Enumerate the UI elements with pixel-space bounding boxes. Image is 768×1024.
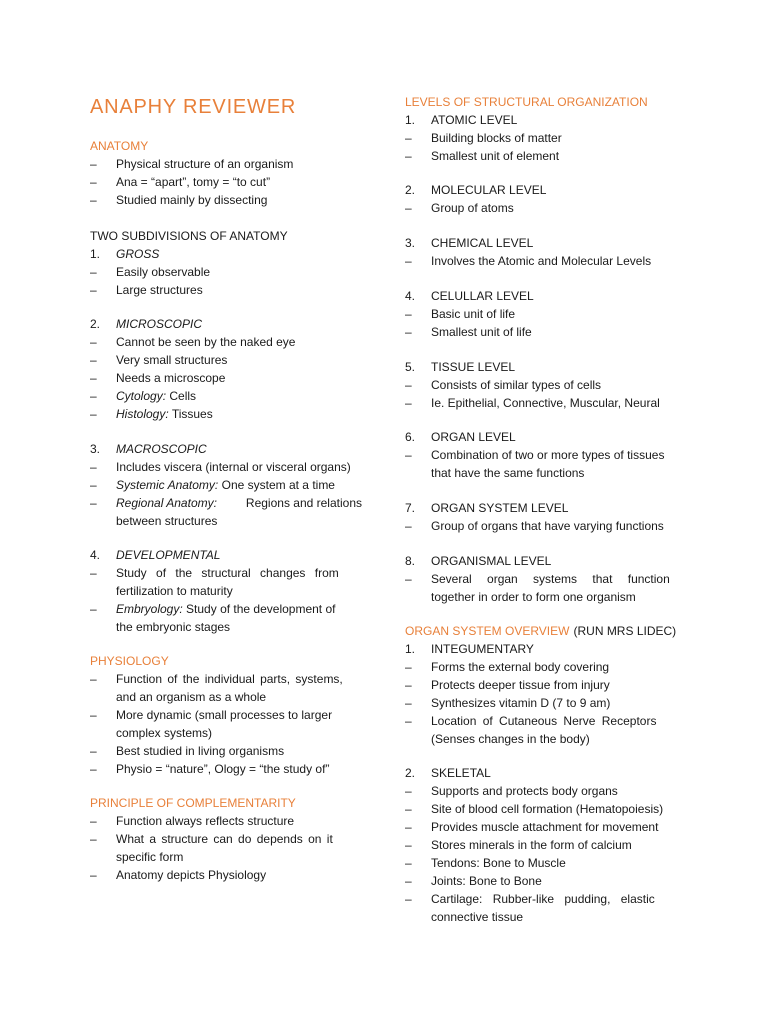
list-item: – Involves the Atomic and Molecular Levels <box>405 254 652 268</box>
list-item: – Location of Cutaneous Nerve Receptors <box>405 714 657 728</box>
subdivisions-heading: TWO SUBDIVISIONS OF ANATOMY <box>90 229 288 243</box>
macroscopic-section <box>90 440 362 530</box>
list-item: – Site of blood cell formation (Hematopoiesis) <box>405 802 664 816</box>
list-item: – Physical structure of an organism <box>90 157 294 171</box>
list-item: – More dynamic (small processes to larger <box>90 708 333 722</box>
page-title: ANAPHY REVIEWER <box>90 96 297 118</box>
list-heading: 2. MICROSCOPIC <box>90 317 203 331</box>
list-item-continued: between structures <box>116 514 218 528</box>
list-heading: 1. GROSS <box>90 247 160 261</box>
list-item-continued: that have the same functions <box>431 466 585 480</box>
organ-system-level <box>405 499 678 535</box>
list-item: – Group of atoms <box>405 201 514 215</box>
list-heading: 6. ORGAN LEVEL <box>405 430 516 444</box>
list-item: – Anatomy depicts Physiology <box>90 868 267 882</box>
list-item: – Smallest unit of life <box>405 325 532 339</box>
list-item: – Tendons: Bone to Muscle <box>405 856 566 870</box>
right-column <box>405 0 678 1024</box>
molecular-level <box>405 181 678 217</box>
list-item-continued: complex systems) <box>116 726 213 740</box>
list-item: – Cytology: Cells <box>90 389 197 403</box>
list-item: – Protects deeper tissue from injury <box>405 678 610 692</box>
list-item: – Supports and protects body organs <box>405 784 618 798</box>
list-item-continued: together in order to form one organism <box>431 590 636 604</box>
list-heading: 4. DEVELOPMENTAL <box>90 548 221 562</box>
list-heading: 2. MOLECULAR LEVEL <box>405 183 547 197</box>
list-item-continued: specific form <box>116 850 184 864</box>
list-heading: 1. INTEGUMENTARY <box>405 642 534 656</box>
list-heading: 1. ATOMIC LEVEL <box>405 113 518 127</box>
list-item: – Study of the structural changes from <box>90 566 339 580</box>
list-item-continued: connective tissue <box>431 910 524 924</box>
list-item: – Provides muscle attachment for movement <box>405 820 659 834</box>
list-item: – Very small structures <box>90 353 228 367</box>
list-item-continued: (Senses changes in the body) <box>431 732 590 746</box>
list-heading: 2. SKELETAL <box>405 766 491 780</box>
list-item-continued: fertilization to maturity <box>116 584 233 598</box>
list-item: – Several organ systems that function <box>405 572 670 586</box>
list-item: – Cartilage: Rubber-like pudding, elastic <box>405 892 655 906</box>
list-item: – Ie. Epithelial, Connective, Muscular, Neural <box>405 396 660 410</box>
skeletal-section <box>405 764 678 926</box>
list-item: – Combination of two or more types of tissues <box>405 448 665 462</box>
list-item: – Systemic Anatomy: One system at a time <box>90 478 335 492</box>
list-item: – Function of the individual parts, systems, <box>90 672 343 686</box>
list-item: – Basic unit of life <box>405 307 516 321</box>
list-item-continued: the embryonic stages <box>116 620 231 634</box>
list-item: – Studied mainly by dissecting <box>90 193 268 207</box>
list-item: – Function always reflects structure <box>90 814 295 828</box>
levels-section <box>405 93 678 165</box>
list-item: – Forms the external body covering <box>405 660 610 674</box>
list-heading: 5. TISSUE LEVEL <box>405 360 516 374</box>
list-item: – Needs a microscope <box>90 371 226 385</box>
list-item: – Smallest unit of element <box>405 149 560 163</box>
developmental-section <box>90 546 362 636</box>
organismal-level <box>405 552 678 606</box>
list-item: – Easily observable <box>90 265 211 279</box>
list-item-continued: and an organism as a whole <box>116 690 267 704</box>
complementarity-section <box>90 794 362 884</box>
list-item: – Embryology: Study of the development of <box>90 602 336 616</box>
list-item: – What a structure can do depends on it <box>90 832 333 846</box>
chemical-level <box>405 234 678 270</box>
organ-level <box>405 428 678 482</box>
list-item: – Group of organs that have varying functions <box>405 519 664 533</box>
physiology-section <box>90 652 362 778</box>
microscopic-section <box>90 315 362 423</box>
list-item: – Includes viscera (internal or visceral organs) <box>90 460 351 474</box>
tissue-level <box>405 358 678 412</box>
list-item: – Synthesizes vitamin D (7 to 9 am) <box>405 696 611 710</box>
list-item: – Physio = “nature”, Ology = “the study of” <box>90 762 330 776</box>
list-item: – Joints: Bone to Bone <box>405 874 542 888</box>
list-heading: 7. ORGAN SYSTEM LEVEL <box>405 501 569 515</box>
left-column <box>90 0 362 1024</box>
list-heading: 8. ORGANISMAL LEVEL <box>405 554 552 568</box>
complementarity-heading: PRINCIPLE OF COMPLEMENTARITY <box>90 796 296 810</box>
list-heading: 4. CELULLAR LEVEL <box>405 289 534 303</box>
physiology-heading: PHYSIOLOGY <box>90 654 169 668</box>
subdivisions-section <box>90 227 362 299</box>
list-item: – Building blocks of matter <box>405 131 562 145</box>
list-heading: 3. MACROSCOPIC <box>90 442 207 456</box>
anatomy-section <box>90 137 362 209</box>
overview-heading: ORGAN SYSTEM OVERVIEW (RUN MRS LIDEC) <box>405 624 677 638</box>
list-item: – Histology: Tissues <box>90 407 213 421</box>
list-item: – Stores minerals in the form of calcium <box>405 838 632 852</box>
organ-system-overview <box>405 622 678 748</box>
list-item: – Ana = “apart”, tomy = “to cut” <box>90 175 271 189</box>
list-item: – Cannot be seen by the naked eye <box>90 335 296 349</box>
list-item: – Large structures <box>90 283 203 297</box>
list-item: – Regional Anatomy: Regions and relations <box>90 496 362 510</box>
cellular-level <box>405 287 678 341</box>
levels-heading: LEVELS OF STRUCTURAL ORGANIZATION <box>405 95 648 109</box>
list-item: – Best studied in living organisms <box>90 744 285 758</box>
list-item: – Consists of similar types of cells <box>405 378 602 392</box>
anatomy-heading: ANATOMY <box>90 139 149 153</box>
list-heading: 3. CHEMICAL LEVEL <box>405 236 534 250</box>
